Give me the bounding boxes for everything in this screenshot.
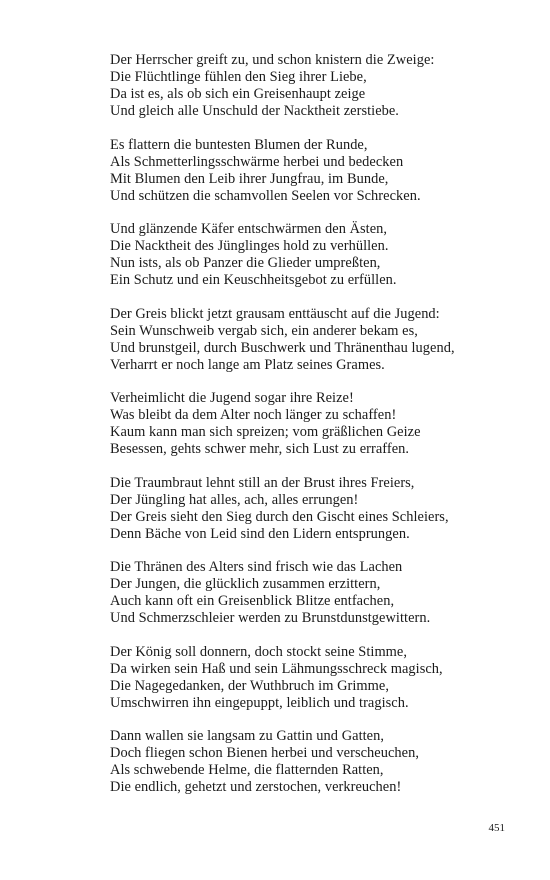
verse-line: Und glänzende Käfer entschwärmen den Ästen, [110,221,388,237]
verse-line: Dann wallen sie langsam zu Gattin und Gatten, [110,728,384,744]
stanza-6 [110,475,530,543]
verse-line: Was bleibt da dem Alter noch länger zu schaffen! [110,407,397,423]
stanza-4 [110,306,530,374]
page-number: 451 [488,822,505,834]
verse-line: Kaum kann man sich spreizen; vom gräßlichen Geize [110,424,421,440]
verse-line: Der Jungen, die glücklich zusammen erzittern, [110,576,381,592]
verse-line: Die Nagegedanken, der Wuthbruch im Grimme, [110,677,389,694]
verse-line: Der Herrscher greift zu, und schon knistern die Zweige: [110,52,435,68]
poem-body [110,52,530,813]
verse-line: Und schützen die schamvollen Seelen vor Schrecken. [110,187,421,204]
verse-line: Mit Blumen den Leib ihrer Jungfrau, im Bunde, [110,170,389,187]
stanza-8 [110,644,530,712]
verse-line: Ein Schutz und ein Keuschheitsgebot zu erfüllen. [110,272,397,288]
verse-line: Verheimlicht die Jugend sogar ihre Reize! [110,390,354,406]
verse-line: Sein Wunschweib vergab sich, ein anderer bekam es, [110,322,418,339]
verse-line: Der Jüngling hat alles, ach, alles errungen! [110,491,359,508]
verse-line: Die Thränen des Alters sind frisch wie das Lachen [110,559,403,575]
verse-line: Da wirken sein Haß und sein Lähmungsschreck magisch, [110,660,443,677]
verse-line: Denn Bäche von Leid sind den Lidern entsprungen. [110,525,410,542]
verse-line: Doch fliegen schon Bienen herbei und verscheuchen, [110,745,419,761]
verse-line: Umschwirren ihn eingepuppt, leiblich und tragisch. [110,694,409,711]
verse-line: Es flattern die buntesten Blumen der Runde, [110,136,368,153]
stanza-5 [110,390,530,458]
verse-line: Und brunstgeil, durch Buschwerk und Thränenthau lugend, [110,339,455,356]
stanza-7 [110,559,530,627]
stanza-1 [110,52,530,120]
verse-line: Als schwebende Helme, die flatternden Ratten, [110,762,384,778]
verse-line: Verharrt er noch lange am Platz seines Grames. [110,356,385,373]
verse-line: Die Nacktheit des Jünglinges hold zu verhüllen. [110,238,389,254]
verse-line: Der Greis sieht den Sieg durch den Gischt eines Schleiers, [110,508,449,525]
verse-line: Als Schmetterlingsschwärme herbei und bedecken [110,153,404,170]
verse-line: Die Flüchtlinge fühlen den Sieg ihrer Liebe, [110,69,367,85]
verse-line: Und gleich alle Unschuld der Nacktheit zerstiebe. [110,103,399,119]
verse-line: Der Greis blickt jetzt grausam enttäuscht auf die Jugend: [110,305,440,322]
verse-line: Auch kann oft ein Greisenblick Blitze entfachen, [110,593,395,609]
verse-line: Besessen, gehts schwer mehr, sich Lust zu erraffen. [110,441,410,457]
verse-line: Die endlich, gehetzt und zerstochen, verkreuchen! [110,779,402,795]
verse-line: Und Schmerzschleier werden zu Brunstdunstgewittern. [110,610,431,626]
verse-line: Die Traumbraut lehnt still an der Brust ihres Freiers, [110,474,415,491]
verse-line: Nun ists, als ob Panzer die Glieder umpreßten, [110,255,381,271]
stanza-2 [110,137,530,205]
verse-line: Da ist es, als ob sich ein Greisenhaupt zeige [110,86,366,102]
stanza-3 [110,221,530,289]
verse-line: Der König soll donnern, doch stockt seine Stimme, [110,643,408,660]
stanza-9 [110,728,530,796]
